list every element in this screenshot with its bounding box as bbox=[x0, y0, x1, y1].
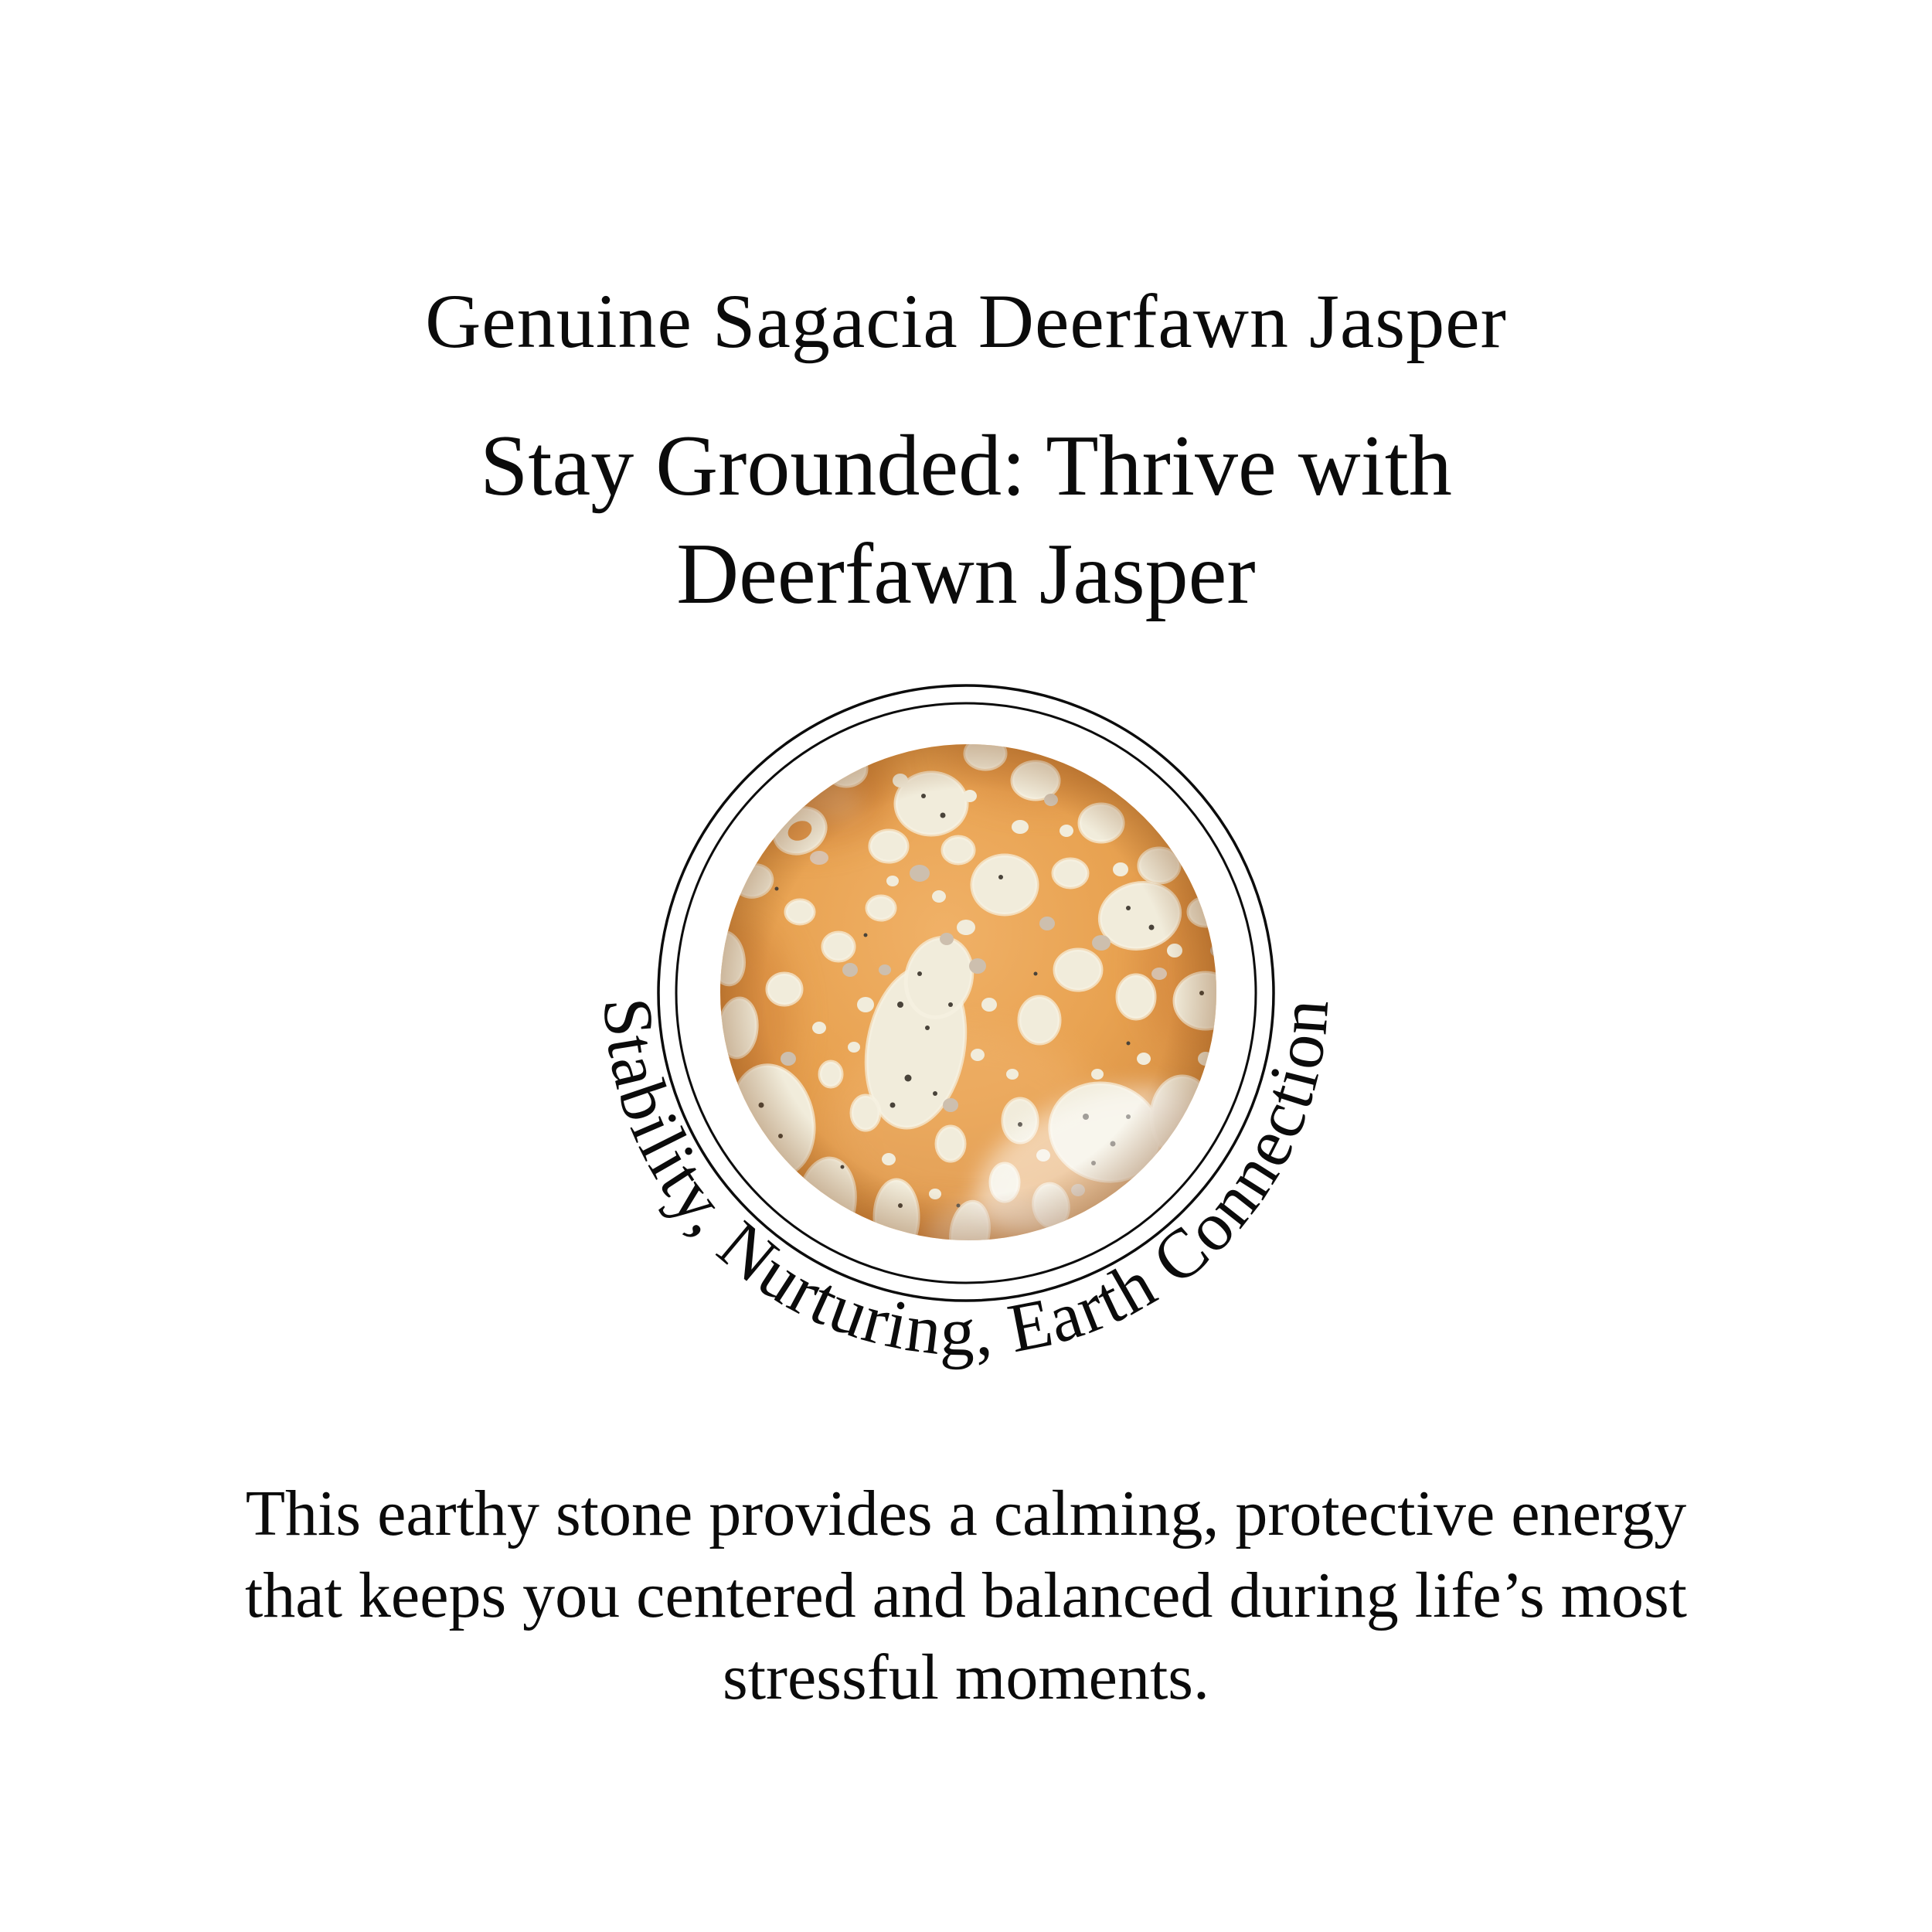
description-paragraph bbox=[0, 1473, 1932, 1718]
curved-tagline: Stability, Nurturing, Earth Connection bbox=[588, 995, 1344, 1371]
stone-badge bbox=[564, 657, 1368, 1391]
stone-photo bbox=[684, 708, 1248, 1306]
stone-badge-graphic bbox=[564, 657, 1368, 1391]
brand-line: Genuine Sagacia Deerfawn Jasper bbox=[425, 278, 1507, 364]
description-line-2: that keeps you centered and balanced during life’s most bbox=[244, 1559, 1688, 1631]
description-line-1: This earthy stone provides a calming, protective energy bbox=[245, 1478, 1687, 1549]
description-line-3: stressful moments. bbox=[723, 1641, 1209, 1713]
headline bbox=[0, 412, 1932, 628]
headline-line-1: Stay Grounded: Thrive with bbox=[480, 418, 1452, 514]
headline-line-2: Deerfawn Jasper bbox=[676, 526, 1256, 622]
